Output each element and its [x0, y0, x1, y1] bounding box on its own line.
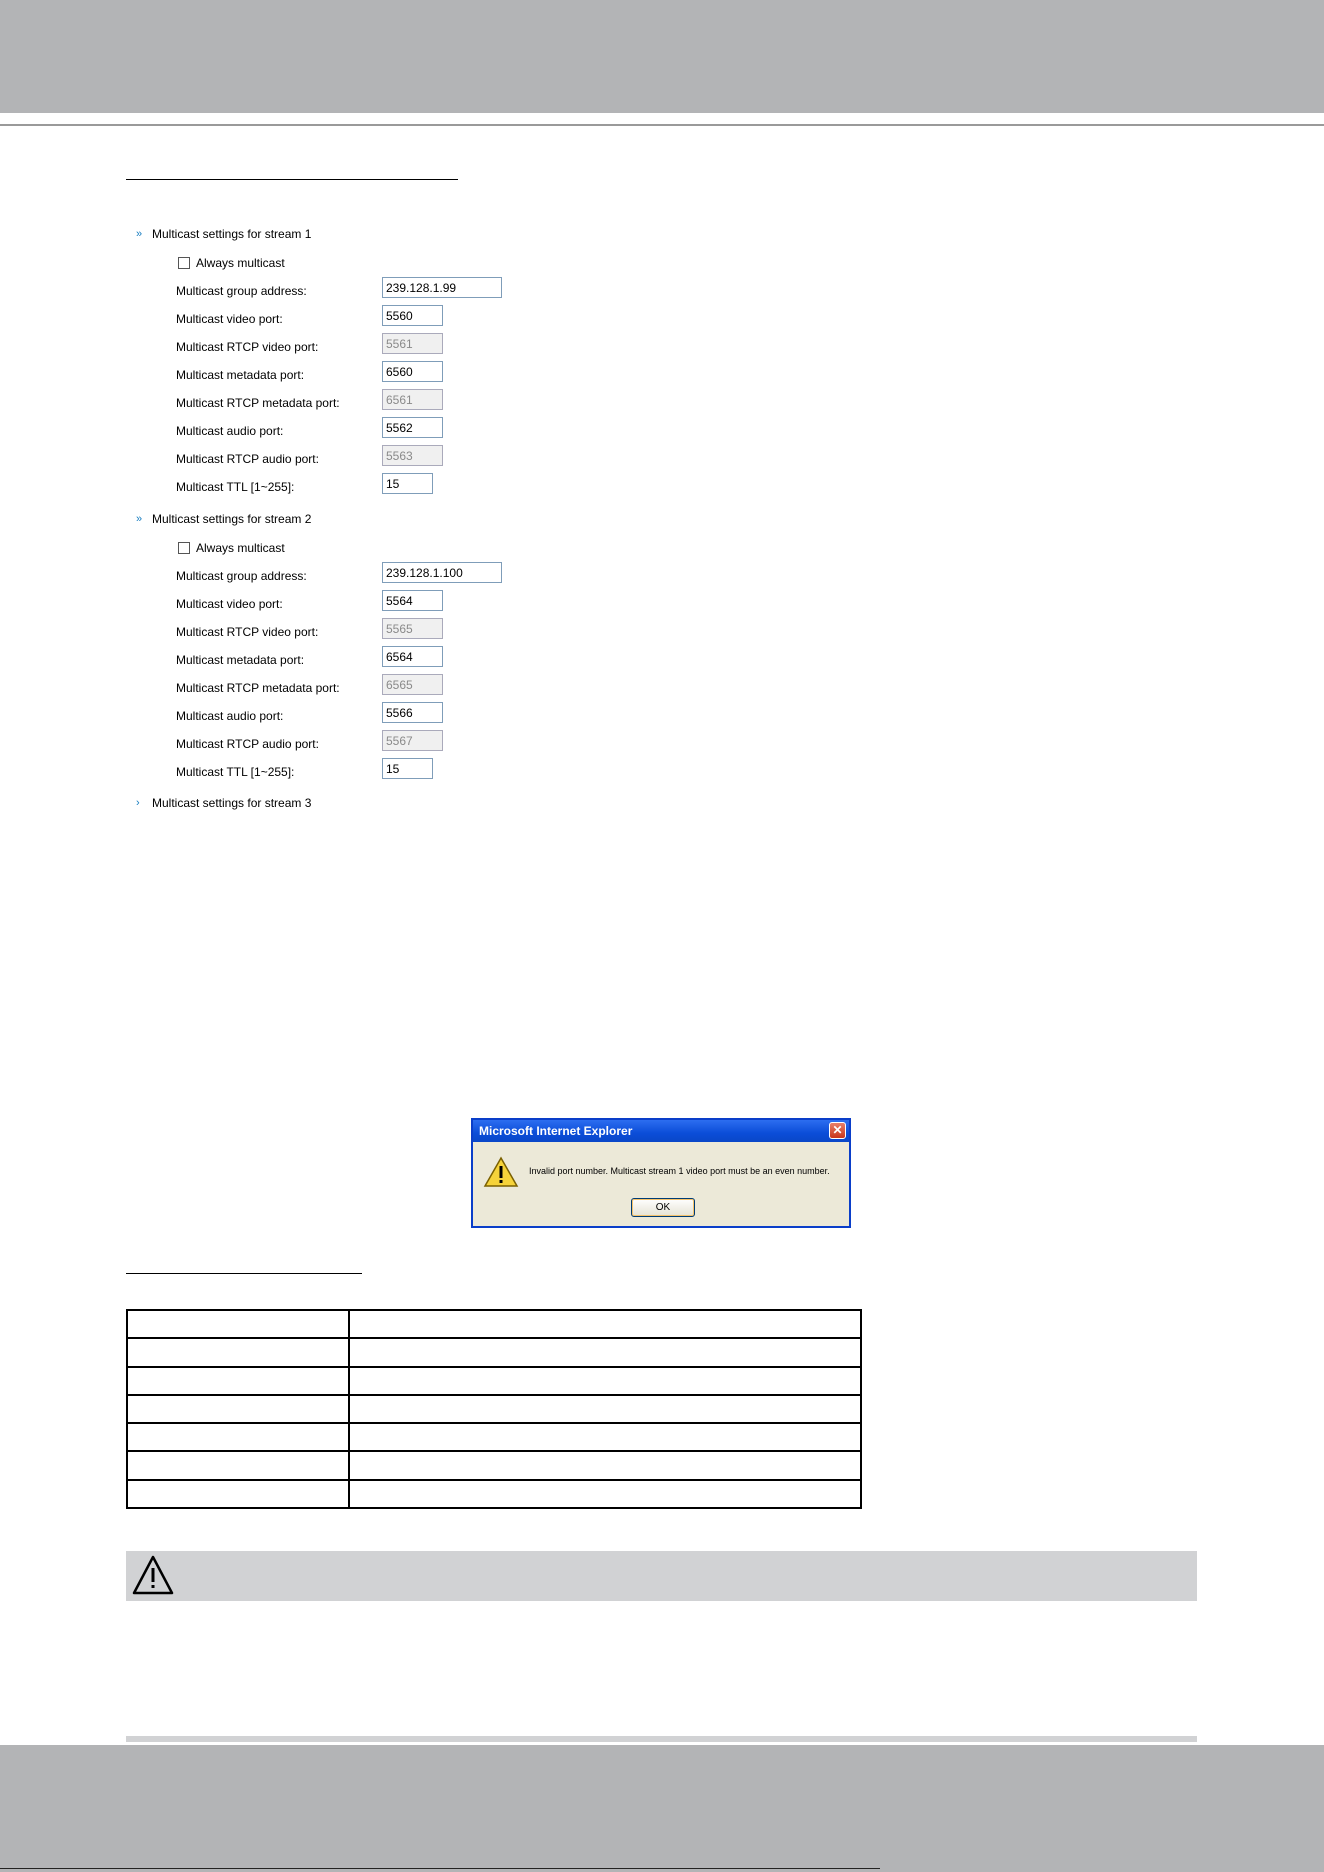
s2-ttl-input[interactable]: 15	[382, 758, 433, 779]
chevron-down-icon: »	[136, 228, 143, 240]
s1-rtcp-audio-port-label: Multicast RTCP audio port:	[176, 452, 319, 466]
s2-rtcp-audio-port-input: 5567	[382, 730, 443, 751]
header-rule	[0, 124, 1324, 126]
dialog-titlebar	[473, 1120, 849, 1142]
table-row	[127, 1423, 861, 1451]
s2-rtcp-metadata-port-label: Multicast RTCP metadata port:	[176, 681, 340, 695]
header-band	[0, 0, 1324, 113]
s1-rtcp-video-port-input: 5561	[382, 333, 443, 354]
s1-metadata-port-label: Multicast metadata port:	[176, 368, 305, 382]
s1-audio-port-label: Multicast audio port:	[176, 424, 284, 438]
s2-video-port-input[interactable]: 5564	[382, 590, 443, 611]
table-row	[127, 1310, 861, 1338]
s1-audio-port-input[interactable]: 5562	[382, 417, 443, 438]
s1-rtcp-video-port-label: Multicast RTCP video port:	[176, 340, 319, 354]
s2-audio-port-label: Multicast audio port:	[176, 709, 284, 723]
s2-rtcp-metadata-port-input: 6565	[382, 674, 443, 695]
table-row	[127, 1367, 861, 1395]
s2-group-address-input[interactable]: 239.128.1.100	[382, 562, 502, 583]
s1-rtcp-metadata-port-input: 6561	[382, 389, 443, 410]
s1-metadata-port-input[interactable]: 6560	[382, 361, 443, 382]
section-title-underline	[126, 179, 458, 180]
chevron-right-icon: ›	[136, 797, 140, 809]
s2-metadata-port-label: Multicast metadata port:	[176, 653, 305, 667]
table-row	[127, 1451, 861, 1479]
s2-rtcp-audio-port-label: Multicast RTCP audio port:	[176, 737, 319, 751]
empty-table	[126, 1309, 862, 1509]
warning-icon	[483, 1156, 519, 1188]
stream-3-header[interactable]: › Multicast settings for stream 3	[136, 796, 312, 810]
stream-2-header[interactable]: » Multicast settings for stream 2	[136, 512, 312, 526]
stream-2-always-multicast[interactable]: Always multicast	[178, 541, 285, 555]
stream-1-header[interactable]: » Multicast settings for stream 1	[136, 227, 312, 241]
ok-button[interactable]: OK	[631, 1198, 695, 1217]
always-multicast-checkbox[interactable]	[178, 542, 190, 554]
close-icon[interactable]: ✕	[829, 1122, 846, 1139]
s2-ttl-label: Multicast TTL [1~255]:	[176, 765, 295, 779]
s2-metadata-port-input[interactable]: 6564	[382, 646, 443, 667]
s1-video-port-input[interactable]: 5560	[382, 305, 443, 326]
s1-group-address-label: Multicast group address:	[176, 284, 307, 298]
table-row	[127, 1338, 861, 1366]
s1-ttl-input[interactable]: 15	[382, 473, 433, 494]
footer-rule	[126, 1736, 1197, 1742]
stream-1-always-multicast[interactable]: Always multicast	[178, 256, 285, 270]
table-row	[127, 1395, 861, 1423]
dialog-message: Invalid port number. Multicast stream 1 video port must be an even number.	[529, 1166, 830, 1176]
table-row	[127, 1480, 861, 1508]
s2-audio-port-input[interactable]: 5566	[382, 702, 443, 723]
s2-video-port-label: Multicast video port:	[176, 597, 283, 611]
footer-band	[0, 1745, 1324, 1872]
chevron-down-icon: »	[136, 513, 143, 525]
s1-ttl-label: Multicast TTL [1~255]:	[176, 480, 295, 494]
caution-note-bar	[126, 1551, 1197, 1601]
always-multicast-checkbox[interactable]	[178, 257, 190, 269]
caution-triangle-icon	[130, 1553, 176, 1597]
s1-rtcp-audio-port-input: 5563	[382, 445, 443, 466]
s1-video-port-label: Multicast video port:	[176, 312, 283, 326]
s1-group-address-input[interactable]: 239.128.1.99	[382, 277, 502, 298]
s1-rtcp-metadata-port-label: Multicast RTCP metadata port:	[176, 396, 340, 410]
footer-line	[0, 1868, 880, 1869]
s2-rtcp-video-port-input: 5565	[382, 618, 443, 639]
s2-rtcp-video-port-label: Multicast RTCP video port:	[176, 625, 319, 639]
dialog-title: Microsoft Internet Explorer	[479, 1124, 633, 1138]
s2-group-address-label: Multicast group address:	[176, 569, 307, 583]
table-title-underline	[126, 1273, 362, 1274]
error-dialog	[471, 1118, 851, 1228]
